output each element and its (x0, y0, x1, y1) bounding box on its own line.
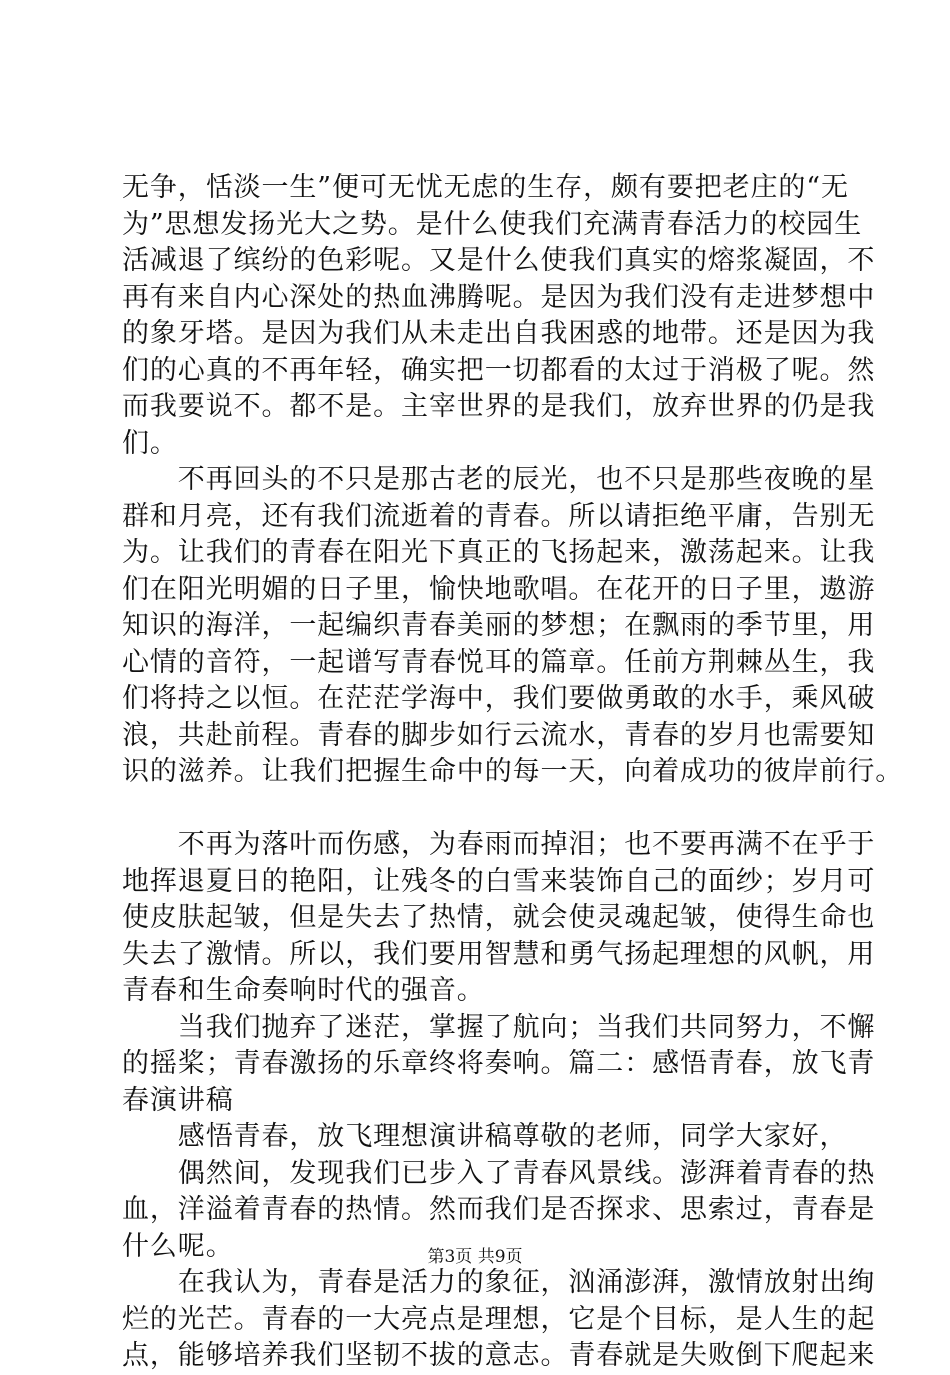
paragraph-3 (122, 827, 876, 1375)
text-line: 偶然间，发现我们已步入了青春风景线。澎湃着青春的热 (122, 1157, 876, 1189)
text-line: 当我们抛弃了迷茫，掌握了航向；当我们共同努力，不懈 (122, 1011, 876, 1043)
text-line: 们。 (122, 427, 178, 459)
page-number: 第3页 共9页 (427, 1247, 523, 1267)
text-line: 的象牙塔。是因为我们从未走出自我困惑的地带。还是因为我 (122, 318, 876, 349)
text-line: 青春和生命奏响时代的强音。 (122, 975, 485, 1006)
text-line: 们将持之以恒。在茫茫学海中，我们要做勇敢的水手，乘风破 (122, 683, 876, 714)
text-line: 在我认为，青春是活力的象征，汹涌澎湃，激情放射出绚 (122, 1267, 876, 1298)
paragraph-spacer (122, 791, 840, 828)
text-line: 血，洋溢着青春的热情。然而我们是否探求、思索过，青春是 (122, 1194, 876, 1225)
text-line: 浪，共赴前程。青春的脚步如行云流水，青春的岁月也需要知 (122, 719, 876, 751)
text-line: 地挥退夏日的艳阳，让残冬的白雪来装饰自己的面纱；岁月可 (122, 865, 876, 897)
text-line: 心情的音符，一起谱写青春悦耳的篇章。任前方荆棘丛生，我 (122, 646, 876, 678)
text-line: 们的心真的不再年轻，确实把一切都看的太过于消极了呢。然 (122, 354, 876, 386)
paragraph-1 (122, 170, 876, 462)
text-line: 再有来自内心深处的热血沸腾呢。是因为我们没有走进梦想中 (122, 281, 876, 313)
text-line: 不再回头的不只是那古老的辰光，也不只是那些夜晚的星 (122, 464, 876, 495)
body-text (122, 170, 904, 1375)
text-line: 不再为落叶而伤感，为春雨而掉泪；也不要再满不在乎于 (122, 829, 876, 860)
text-line: 为”思想发扬光大之势。是什么使我们充满青春活力的校园生 (122, 208, 863, 240)
text-line: 无争，恬淡一生”便可无忧无虑的生存，颇有要把老庄的“无 (122, 172, 849, 203)
text-line: 烂的光芒。青春的一大亮点是理想，它是个目标，是人生的起 (122, 1303, 876, 1335)
text-line: 春演讲稿 (122, 1084, 234, 1116)
text-line: 点，能够培养我们坚韧不拔的意志。青春就是失败倒下爬起来 (122, 1340, 876, 1371)
text-line: 知识的海洋，一起编织青春美丽的梦想；在飘雨的季节里，用 (122, 610, 876, 641)
text-line: 识的滋养。让我们把握生命中的每一天，向着成功的彼岸前行。 (122, 756, 904, 787)
text-line: 的摇桨；青春激扬的乐章终将奏响。篇二：感悟青春，放飞青 (122, 1048, 876, 1079)
text-line: 什么呢。 (122, 1230, 234, 1262)
text-line: 使皮肤起皱，但是失去了热情，就会使灵魂起皱，使得生命也 (122, 902, 876, 933)
text-line: 群和月亮，还有我们流逝着的青春。所以请拒绝平庸，告别无 (122, 500, 876, 532)
paragraph-2 (122, 462, 904, 791)
text-line: 为。让我们的青春在阳光下真正的飞扬起来，激荡起来。让我 (122, 537, 876, 568)
text-line: 们在阳光明媚的日子里，愉快地歌唱。在花开的日子里，遨游 (122, 573, 876, 605)
text-line: 感悟青春，放飞理想演讲稿尊敬的老师，同学大家好， (122, 1121, 848, 1152)
text-line: 而我要说不。都不是。主宰世界的是我们，放弃世界的仍是我 (122, 391, 876, 422)
text-line: 失去了激情。所以，我们要用智慧和勇气扬起理想的风帆，用 (122, 938, 876, 970)
text-line: 活减退了缤纷的色彩呢。又是什么使我们真实的熔浆凝固，不 (122, 245, 876, 276)
